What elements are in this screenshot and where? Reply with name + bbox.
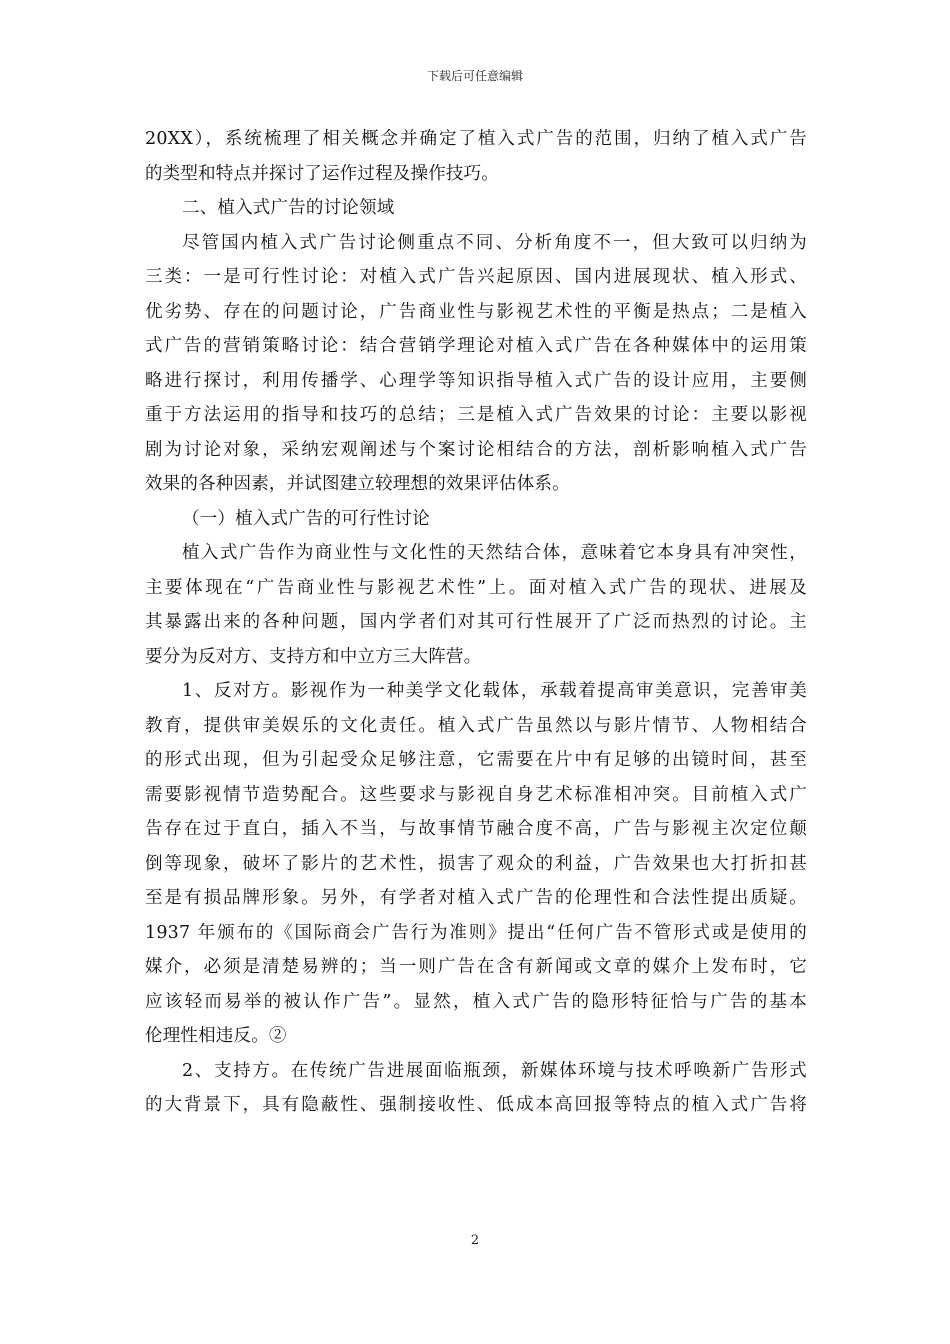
section-heading: 二、植入式广告的讨论领域 — [182, 198, 395, 218]
page-number: 2 — [470, 1233, 480, 1248]
text-line: 要分为反对方、支持方和中立方三大阵营。 — [145, 646, 482, 667]
text-line: 略进行探讨，利用传播学、心理学等知识指导植入式广告的设计应用，主要侧 — [145, 370, 807, 391]
text-line: 倒等现象，破坏了影片的艺术性，损害了观众的利益，广告效果也大打折扣甚 — [145, 853, 807, 874]
text-line: 主要体现在“广告商业性与影视艺术性”上。面对植入式广告的现状、进展及 — [145, 577, 807, 598]
text-line: 植入式广告作为商业性与文化性的天然结合体，意味着它本身具有冲突性， — [182, 543, 807, 563]
text-line: 重于方法运用的指导和技巧的总结；三是植入式广告效果的讨论：主要以影视 — [145, 405, 807, 425]
text-line: 1937 年颁布的《国际商会广告行为准则》提出“任何广告不管形式或是使用的 — [145, 922, 807, 943]
text-line: 应该轻而易举的被认作广告”。显然，植入式广告的隐形特征恰与广告的基本 — [145, 991, 807, 1012]
text-line: 尽管国内植入式广告讨论侧重点不同、分析角度不一，但大致可以归纳为 — [182, 232, 807, 253]
text-line: 的大背景下，具有隐蔽性、强制接收性、低成本高回报等特点的植入式广告将 — [145, 1095, 807, 1115]
text-line: 媒介，必须是清楚易辨的；当一则广告在含有新闻或文章的媒介上发布时，它 — [145, 957, 807, 977]
page-header: 下载后可任意编辑 — [426, 69, 523, 83]
text-line: 伦理性相违反。② — [145, 1026, 287, 1046]
text-line: 需要影视情节造势配合。这些要求与影视自身艺术标准相冲突。目前植入式广 — [145, 784, 807, 805]
text-line: 式广告的营销策略讨论：结合营销学理论对植入式广告在各种媒体中的运用策 — [145, 336, 807, 356]
text-line: 效果的各种因素，并试图建立较理想的效果评估体系。 — [145, 474, 570, 494]
text-line: 其暴露出来的各种问题，国内学者们对其可行性展开了广泛而热烈的讨论。主 — [145, 612, 807, 632]
subsection-heading: （一）植入式广告的可行性讨论 — [182, 508, 430, 529]
text-line: 剧为讨论对象，采纳宏观阐述与个案讨论相结合的方法，剖析影响植入式广告 — [145, 439, 807, 460]
text-line: 1、反对方。影视作为一种美学文化载体，承载着提高审美意识，完善审美 — [182, 681, 807, 701]
text-line: 20XX），系统梳理了相关概念并确定了植入式广告的范围，归纳了植入式广告 — [145, 129, 807, 149]
text-line: 告存在过于直白，插入不当，与故事情节融合度不高，广告与影视主次定位颠 — [145, 819, 807, 839]
text-line: 教育，提供审美娱乐的文化责任。植入式广告虽然以与影片情节、人物相结合 — [145, 715, 807, 736]
text-line: 2、支持方。在传统广告进展面临瓶颈，新媒体环境与技术呼唤新广告形式 — [182, 1060, 807, 1081]
document-body — [145, 122, 807, 1123]
text-line: 三类：一是可行性讨论：对植入式广告兴起原因、国内进展现状、植入形式、 — [145, 267, 807, 287]
text-line: 的类型和特点并探讨了运作过程及操作技巧。 — [145, 163, 499, 184]
text-line: 的形式出现，但为引起受众足够注意，它需要在片中有足够的出镜时间，甚至 — [145, 750, 807, 770]
text-line: 至是有损品牌形象。另外，有学者对植入式广告的伦理性和合法性提出质疑。 — [145, 888, 807, 908]
text-line: 优劣势、存在的问题讨论，广告商业性与影视艺术性的平衡是热点；二是植入 — [145, 301, 807, 322]
